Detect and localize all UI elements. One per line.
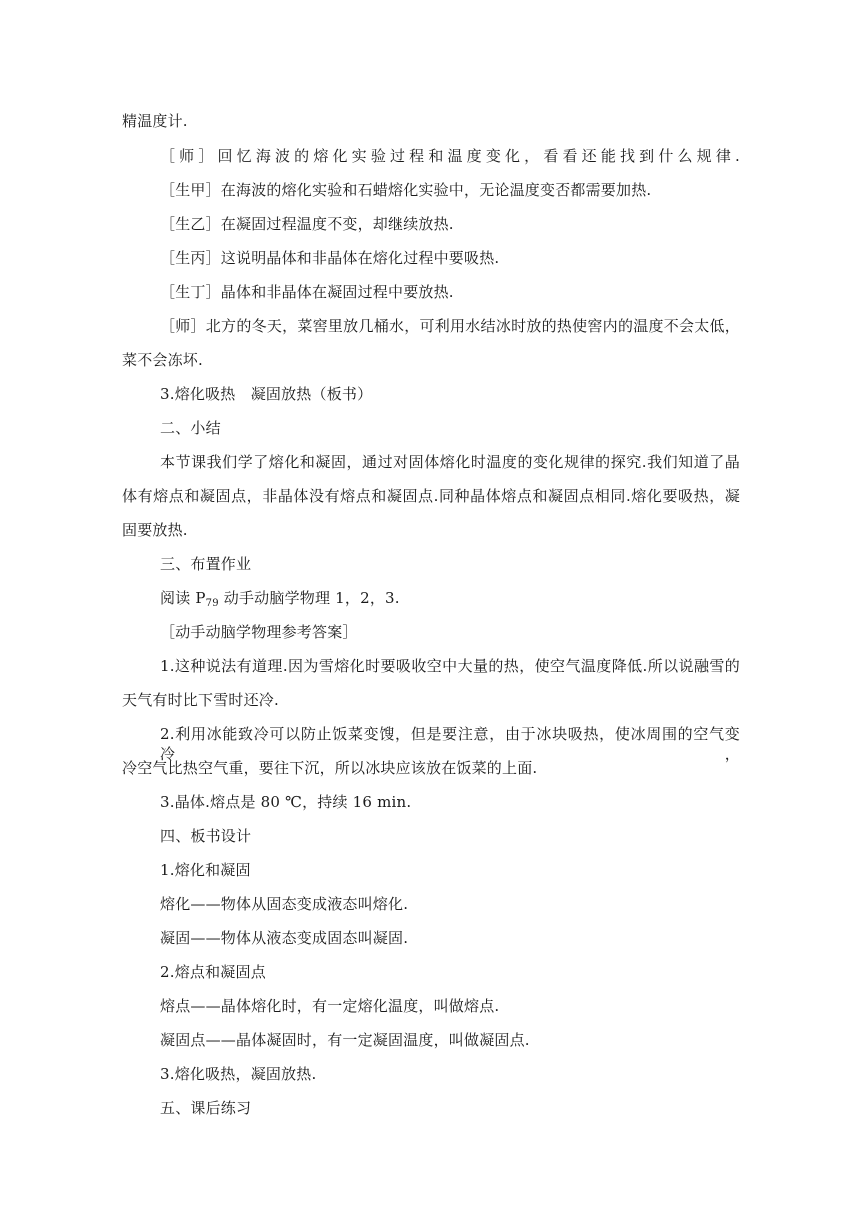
text-line-student-b: ［生乙］在凝固过程温度不变，却继续放热.: [160, 215, 454, 233]
text-line-student-c: ［生丙］这说明晶体和非晶体在熔化过程中要吸热.: [160, 249, 500, 267]
text-line-board-heading: 3.熔化吸热 凝固放热（板书）: [160, 385, 373, 403]
summary-paragraph-line: 固要放热.: [122, 521, 188, 539]
answer-1-line: 天气有时比下雪时还冷.: [122, 691, 279, 709]
board-item: 2.熔点和凝固点: [160, 963, 266, 981]
text-line-teacher-2: ［师］北方的冬天，菜窖里放几桶水，可利用水结冰时放的热使窖内的温度不会太低，: [160, 317, 740, 335]
page-number-subscript: 79: [205, 598, 219, 609]
text-line-student-a: ［生甲］在海波的熔化实验和石蜡熔化实验中，无论温度变否都需要加热.: [160, 181, 652, 199]
homework-reading-pre: 阅读 P: [160, 589, 206, 607]
board-item: 凝固点——晶体凝固时，有一定凝固温度，叫做凝固点.: [160, 1031, 530, 1049]
answer-1-line: 1.这种说法有道理.因为雪熔化时要吸收空中大量的热，使空气温度降低.所以说融雪的: [160, 657, 740, 675]
text-line-teacher: ［师］回忆海波的熔化实验过程和温度变化，看看还能找到什么规律.: [160, 147, 740, 165]
answer-2-line: 冷空气比热空气重，要往下沉，所以冰块应该放在饭菜的上面.: [122, 759, 538, 777]
text-line-student-d: ［生丁］晶体和非晶体在凝固过程中要放热.: [160, 283, 454, 301]
answer-2-line: 2.利用冰能致冷可以防止饭菜变馊，但是要注意，由于冰块吸热，使冰周围的空气变冷，: [160, 725, 740, 763]
text-line: 精温度计.: [122, 112, 188, 130]
board-item: 熔点——晶体熔化时，有一定熔化温度，叫做熔点.: [160, 997, 500, 1015]
board-item: 凝固——物体从液态变成固态叫凝固.: [160, 929, 409, 947]
answer-3-line: 3.晶体.熔点是 80 ℃，持续 16 min.: [160, 793, 412, 811]
summary-paragraph-line: 本节课我们学了熔化和凝固，通过对固体熔化时温度的变化规律的探究.我们知道了晶: [160, 453, 740, 471]
section-heading-exercises: 五、课后练习: [160, 1099, 252, 1117]
board-item: 1.熔化和凝固: [160, 861, 251, 879]
section-heading-board-design: 四、板书设计: [160, 827, 252, 845]
answer-key-heading: ［动手动脑学物理参考答案］: [160, 623, 358, 641]
summary-paragraph-line: 体有熔点和凝固点，非晶体没有熔点和凝固点.同种晶体熔点和凝固点相同.熔化要吸热，凝: [122, 487, 740, 505]
homework-reading-line: [160, 588, 400, 608]
section-heading-homework: 三、布置作业: [160, 555, 252, 573]
text-line: 菜不会冻坏.: [122, 351, 203, 369]
section-heading-summary: 二、小结: [160, 419, 221, 437]
homework-reading-post: 动手动脑学物理 1，2，3.: [218, 589, 400, 607]
board-item: 熔化——物体从固态变成液态叫熔化.: [160, 895, 409, 913]
board-item: 3.熔化吸热，凝固放热.: [160, 1065, 317, 1083]
